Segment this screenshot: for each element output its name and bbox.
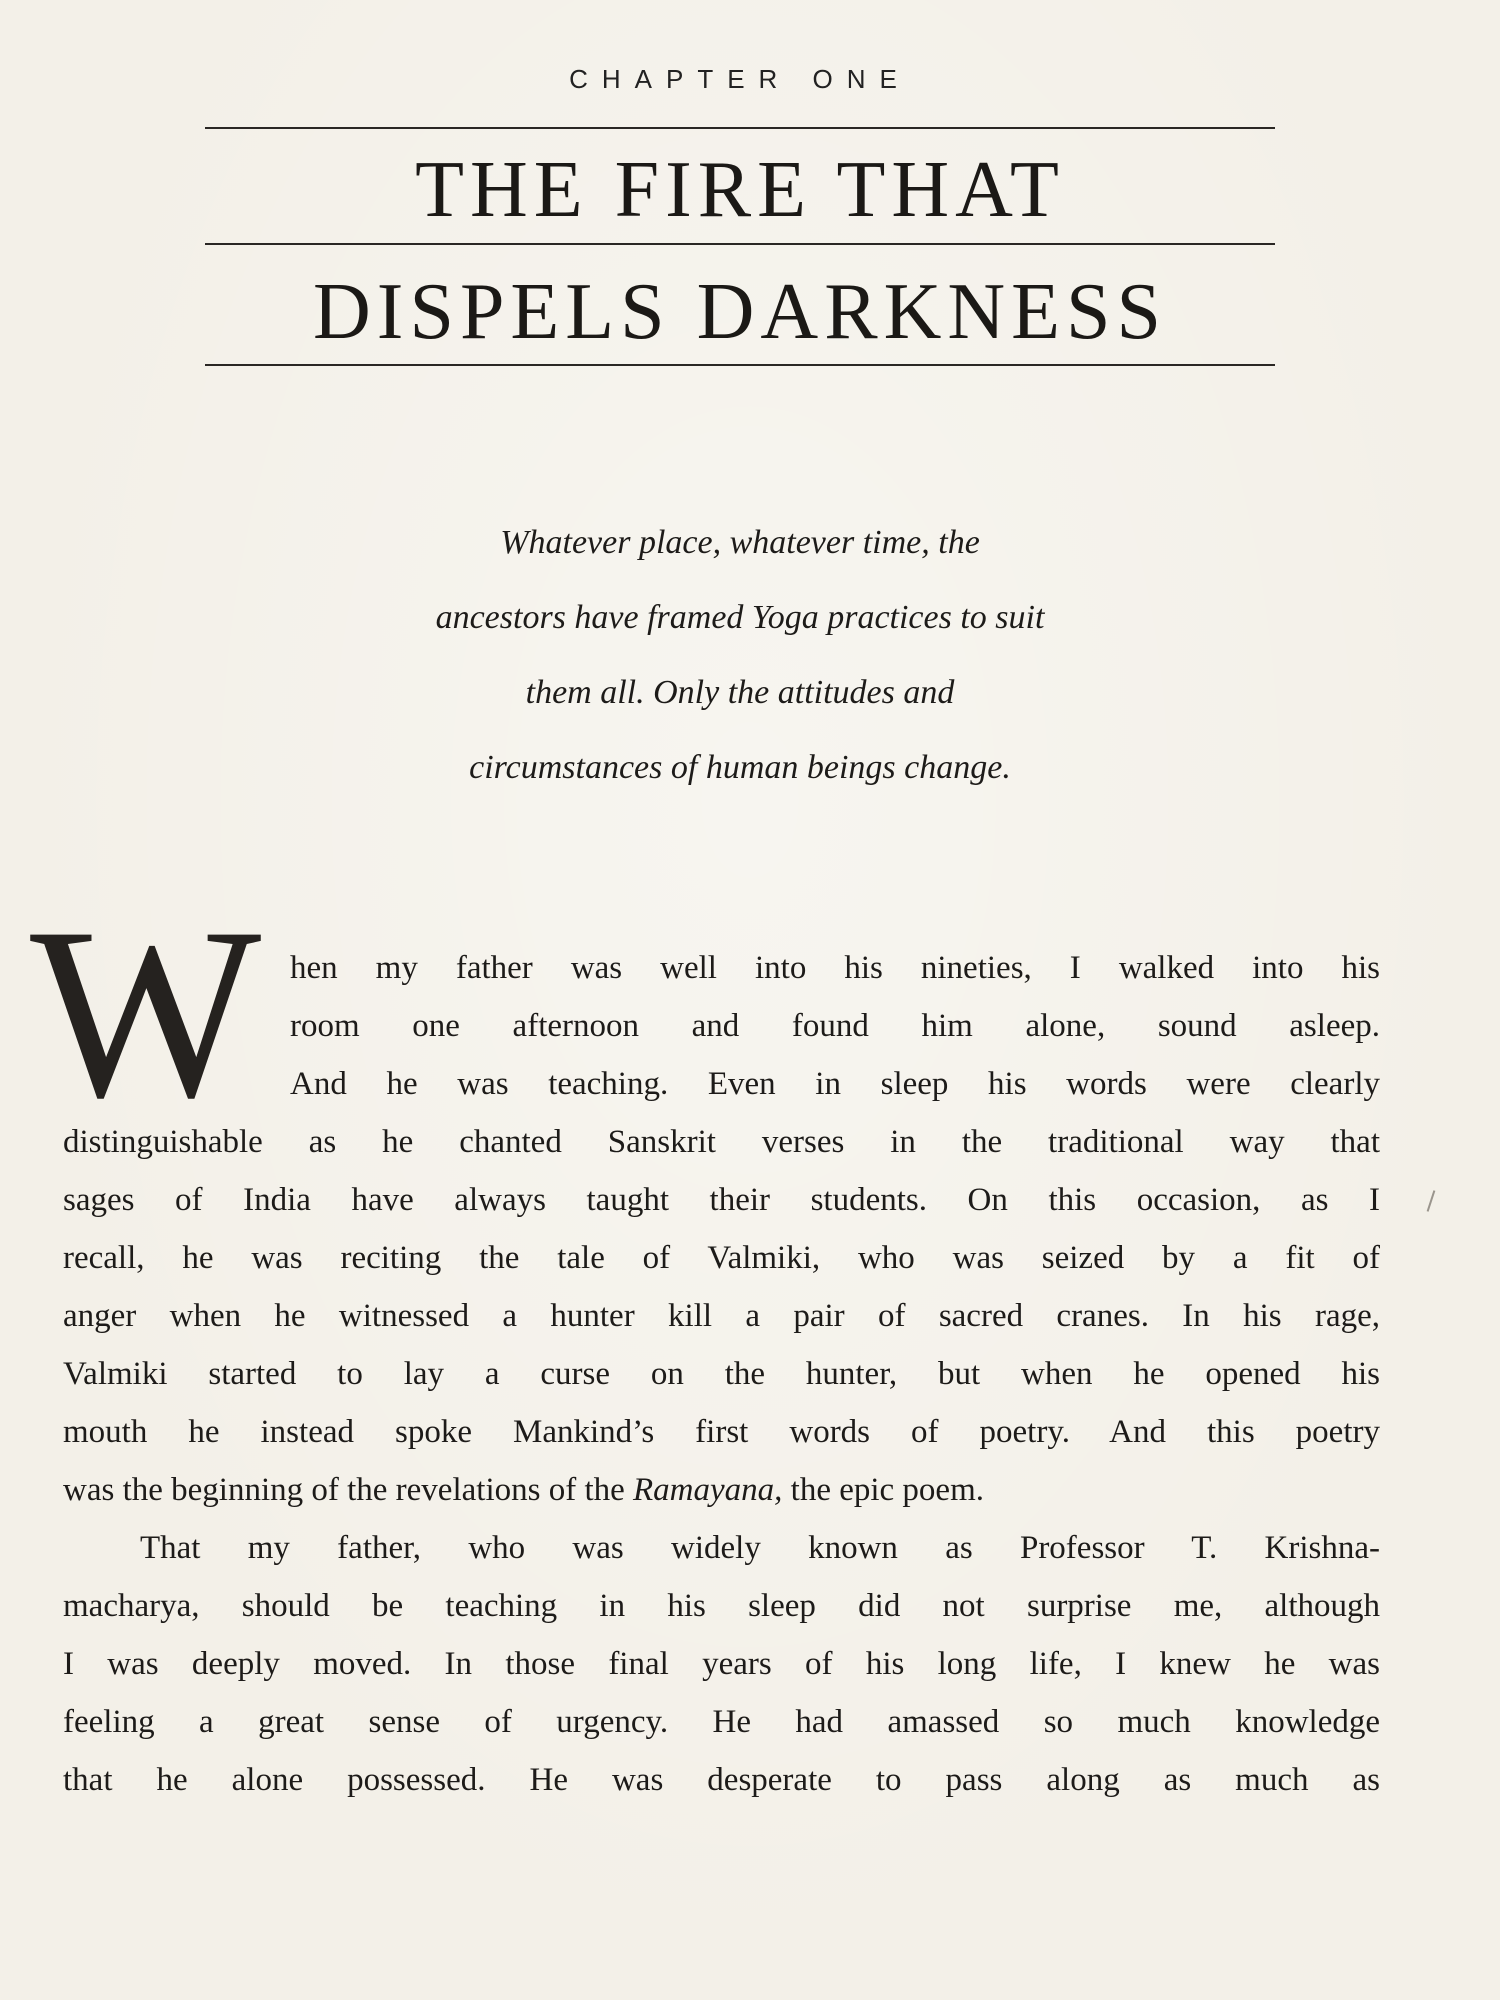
drop-cap: W — [30, 877, 262, 1148]
body-line-text: the epic poem. — [782, 1472, 984, 1508]
title-rule-bottom — [205, 364, 1275, 366]
body-line: feeling a great sense of urgency. He had amassed so much knowledge — [63, 1704, 1380, 1740]
body-line: Valmiki started to lay a curse on the hunter, but when he opened his — [63, 1356, 1380, 1392]
body-line: room one afternoon and found him alone, sound asleep. — [290, 1008, 1380, 1044]
margin-pencil-mark — [1427, 1190, 1436, 1212]
chapter-title-line-1: THE FIRE THAT — [415, 146, 1065, 234]
epigraph-line: Whatever place, whatever time, the — [500, 524, 980, 561]
body-line: mouth he instead spoke Mankind’s first words of poetry. And this poetry — [63, 1414, 1380, 1450]
body-line: macharya, should be teaching in his sleep did not surprise me, although — [63, 1588, 1380, 1624]
epigraph-line: circumstances of human beings change. — [469, 749, 1011, 786]
chapter-title-line-2: DISPELS DARKNESS — [313, 268, 1167, 356]
title-rule-top — [205, 127, 1275, 129]
book-title-ramayana: Ramayana, — [633, 1472, 783, 1508]
body-line: That my father, who was widely known as Professor T. Krishna- — [140, 1530, 1380, 1566]
body-line — [63, 1472, 1380, 1509]
body-line: And he was teaching. Even in sleep his words were clearly — [290, 1066, 1380, 1102]
body-line: hen my father was well into his nineties, I walked into his — [290, 950, 1380, 986]
body-line-text: was the beginning of the revelations of the — [63, 1472, 634, 1508]
body-line: recall, he was reciting the tale of Valmiki, who was seized by a fit of — [63, 1240, 1380, 1276]
title-rule-middle — [205, 243, 1275, 245]
body-line: I was deeply moved. In those final years of his long life, I knew he was — [63, 1646, 1380, 1682]
body-line: sages of India have always taught their students. On this occasion, as I — [63, 1182, 1380, 1218]
body-line: that he alone possessed. He was desperate to pass along as much as — [63, 1762, 1380, 1798]
epigraph-line: them all. Only the attitudes and — [525, 674, 955, 711]
chapter-label: CHAPTER ONE — [569, 64, 911, 94]
body-line: distinguishable as he chanted Sanskrit verses in the traditional way that — [63, 1124, 1380, 1160]
epigraph — [260, 505, 1220, 805]
body-line: anger when he witnessed a hunter kill a pair of sacred cranes. In his rage, — [63, 1298, 1380, 1334]
epigraph-line: ancestors have framed Yoga practices to suit — [435, 599, 1045, 636]
